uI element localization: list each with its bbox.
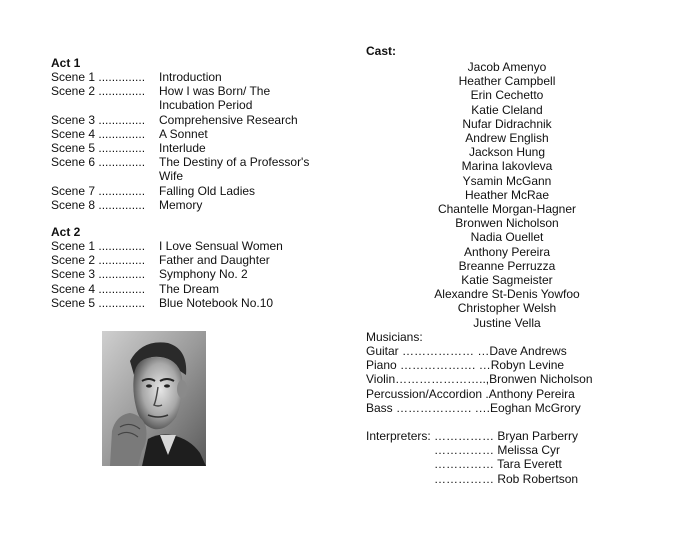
scene-label: Scene 3 .............. [51, 267, 146, 282]
cast-member: Jacob Amenyo [467, 60, 547, 74]
scene-label: Scene 3 .............. [51, 112, 146, 127]
cast-member: Anthony Pereira [463, 244, 551, 259]
interpreter-name: …………… Rob Robertson [434, 471, 579, 486]
cast-list [366, 60, 648, 330]
scene-label: Scene 8 .............. [51, 197, 146, 212]
scene-title: How I was Born/ The Incubation Period [159, 84, 271, 113]
scene-label: Scene 1 .............. [51, 70, 146, 84]
cast-title: Cast: [366, 44, 397, 58]
scene-title: Father and Daughter [159, 253, 270, 268]
cast-member: Erin Cechetto [470, 88, 544, 103]
scene-label: Scene 1 .............. [51, 239, 146, 254]
scene-title: The Dream [159, 281, 220, 296]
cast-member: Christopher Welsh [457, 301, 557, 316]
cast-member: Justine Vella [473, 315, 541, 330]
musician-row: Piano ………………. …Robyn Levine [366, 358, 565, 373]
cast-member: Nadia Ouellet [470, 230, 544, 245]
scene-label: Scene 2 .............. [51, 253, 146, 268]
program-credits [366, 44, 666, 486]
scene-label: Scene 5 .............. [51, 141, 146, 156]
interpreter-name: …………… Tara Everett [434, 457, 562, 472]
scene-row [51, 267, 341, 281]
program-acts [51, 56, 341, 310]
scene-row [51, 296, 341, 310]
interpreter-row [366, 429, 666, 443]
scene-row [51, 253, 341, 267]
interpreter-name: …………… Bryan Parberry [434, 429, 579, 444]
scene-label: Scene 4 .............. [51, 281, 146, 296]
scene-title: Memory [159, 197, 203, 212]
scene-label: Scene 6 .............. [51, 155, 146, 170]
interpreter-row [366, 457, 666, 471]
scene-row [51, 127, 341, 141]
cast-member: Andrew English [465, 131, 549, 146]
scene-title: Introduction [159, 70, 222, 84]
scene-title: Blue Notebook No.10 [159, 295, 274, 310]
scene-row [51, 239, 341, 253]
scene-row [51, 282, 341, 296]
act-1-title: Act 1 [51, 56, 81, 70]
cast-member: Heather McRae [464, 187, 550, 202]
scene-row [51, 141, 341, 155]
scene-label: Scene 5 .............. [51, 295, 146, 310]
cast-member: Alexandre St-Denis Yowfoo [434, 287, 580, 302]
scene-title: I Love Sensual Women [159, 239, 283, 254]
scene-title: Interlude [159, 141, 206, 156]
cast-member: Nufar Didrachnik [462, 116, 552, 131]
cast-member: Heather Campbell [458, 74, 556, 89]
cast-member: Ysamin McGann [462, 173, 552, 188]
scene-row [51, 113, 341, 127]
scene-title: A Sonnet [159, 126, 208, 141]
scene-title: Symphony No. 2 [159, 267, 248, 282]
scene-label: Scene 2 .............. [51, 84, 146, 99]
composer-portrait-photo [102, 331, 206, 466]
cast-member: Breanne Perruzza [458, 258, 556, 273]
musician-row: Guitar ……………… …Dave Andrews [366, 344, 567, 359]
cast-member: Jackson Hung [468, 145, 546, 160]
cast-member: Marina Iakovleva [461, 159, 553, 174]
interpreters-section [366, 429, 666, 486]
interpreter-row [366, 472, 666, 486]
musician-row: Percussion/Accordion .Anthony Pereira [366, 386, 575, 401]
cast-member: Katie Cleland [471, 102, 543, 117]
scene-title: Falling Old Ladies [159, 183, 256, 198]
scene-row [51, 184, 341, 198]
musician-row: Bass ………………. ….Eoghan McGrory [366, 400, 581, 415]
scene-title: The Destiny of a Professor's Wife [159, 155, 310, 184]
scene-label: Scene 7 .............. [51, 183, 146, 198]
musicians-title: Musicians: [366, 329, 423, 344]
cast-member: Chantelle Morgan-Hagner [437, 202, 577, 217]
musician-row: Violin…………………..,Bronwen Nicholson [366, 372, 593, 387]
cast-member: Katie Sagmeister [461, 273, 553, 288]
scene-row [51, 198, 341, 212]
scene-title: Comprehensive Research [159, 112, 298, 127]
scene-row [51, 70, 341, 84]
interpreter-row [366, 443, 666, 457]
cast-member: Bronwen Nicholson [455, 216, 559, 231]
scene-row [51, 84, 341, 112]
scene-row [51, 155, 341, 183]
interpreter-name: …………… Melissa Cyr [434, 443, 561, 458]
act-2-title: Act 2 [51, 225, 81, 240]
scene-label: Scene 4 .............. [51, 126, 146, 141]
interpreters-label: Interpreters: [366, 429, 431, 444]
